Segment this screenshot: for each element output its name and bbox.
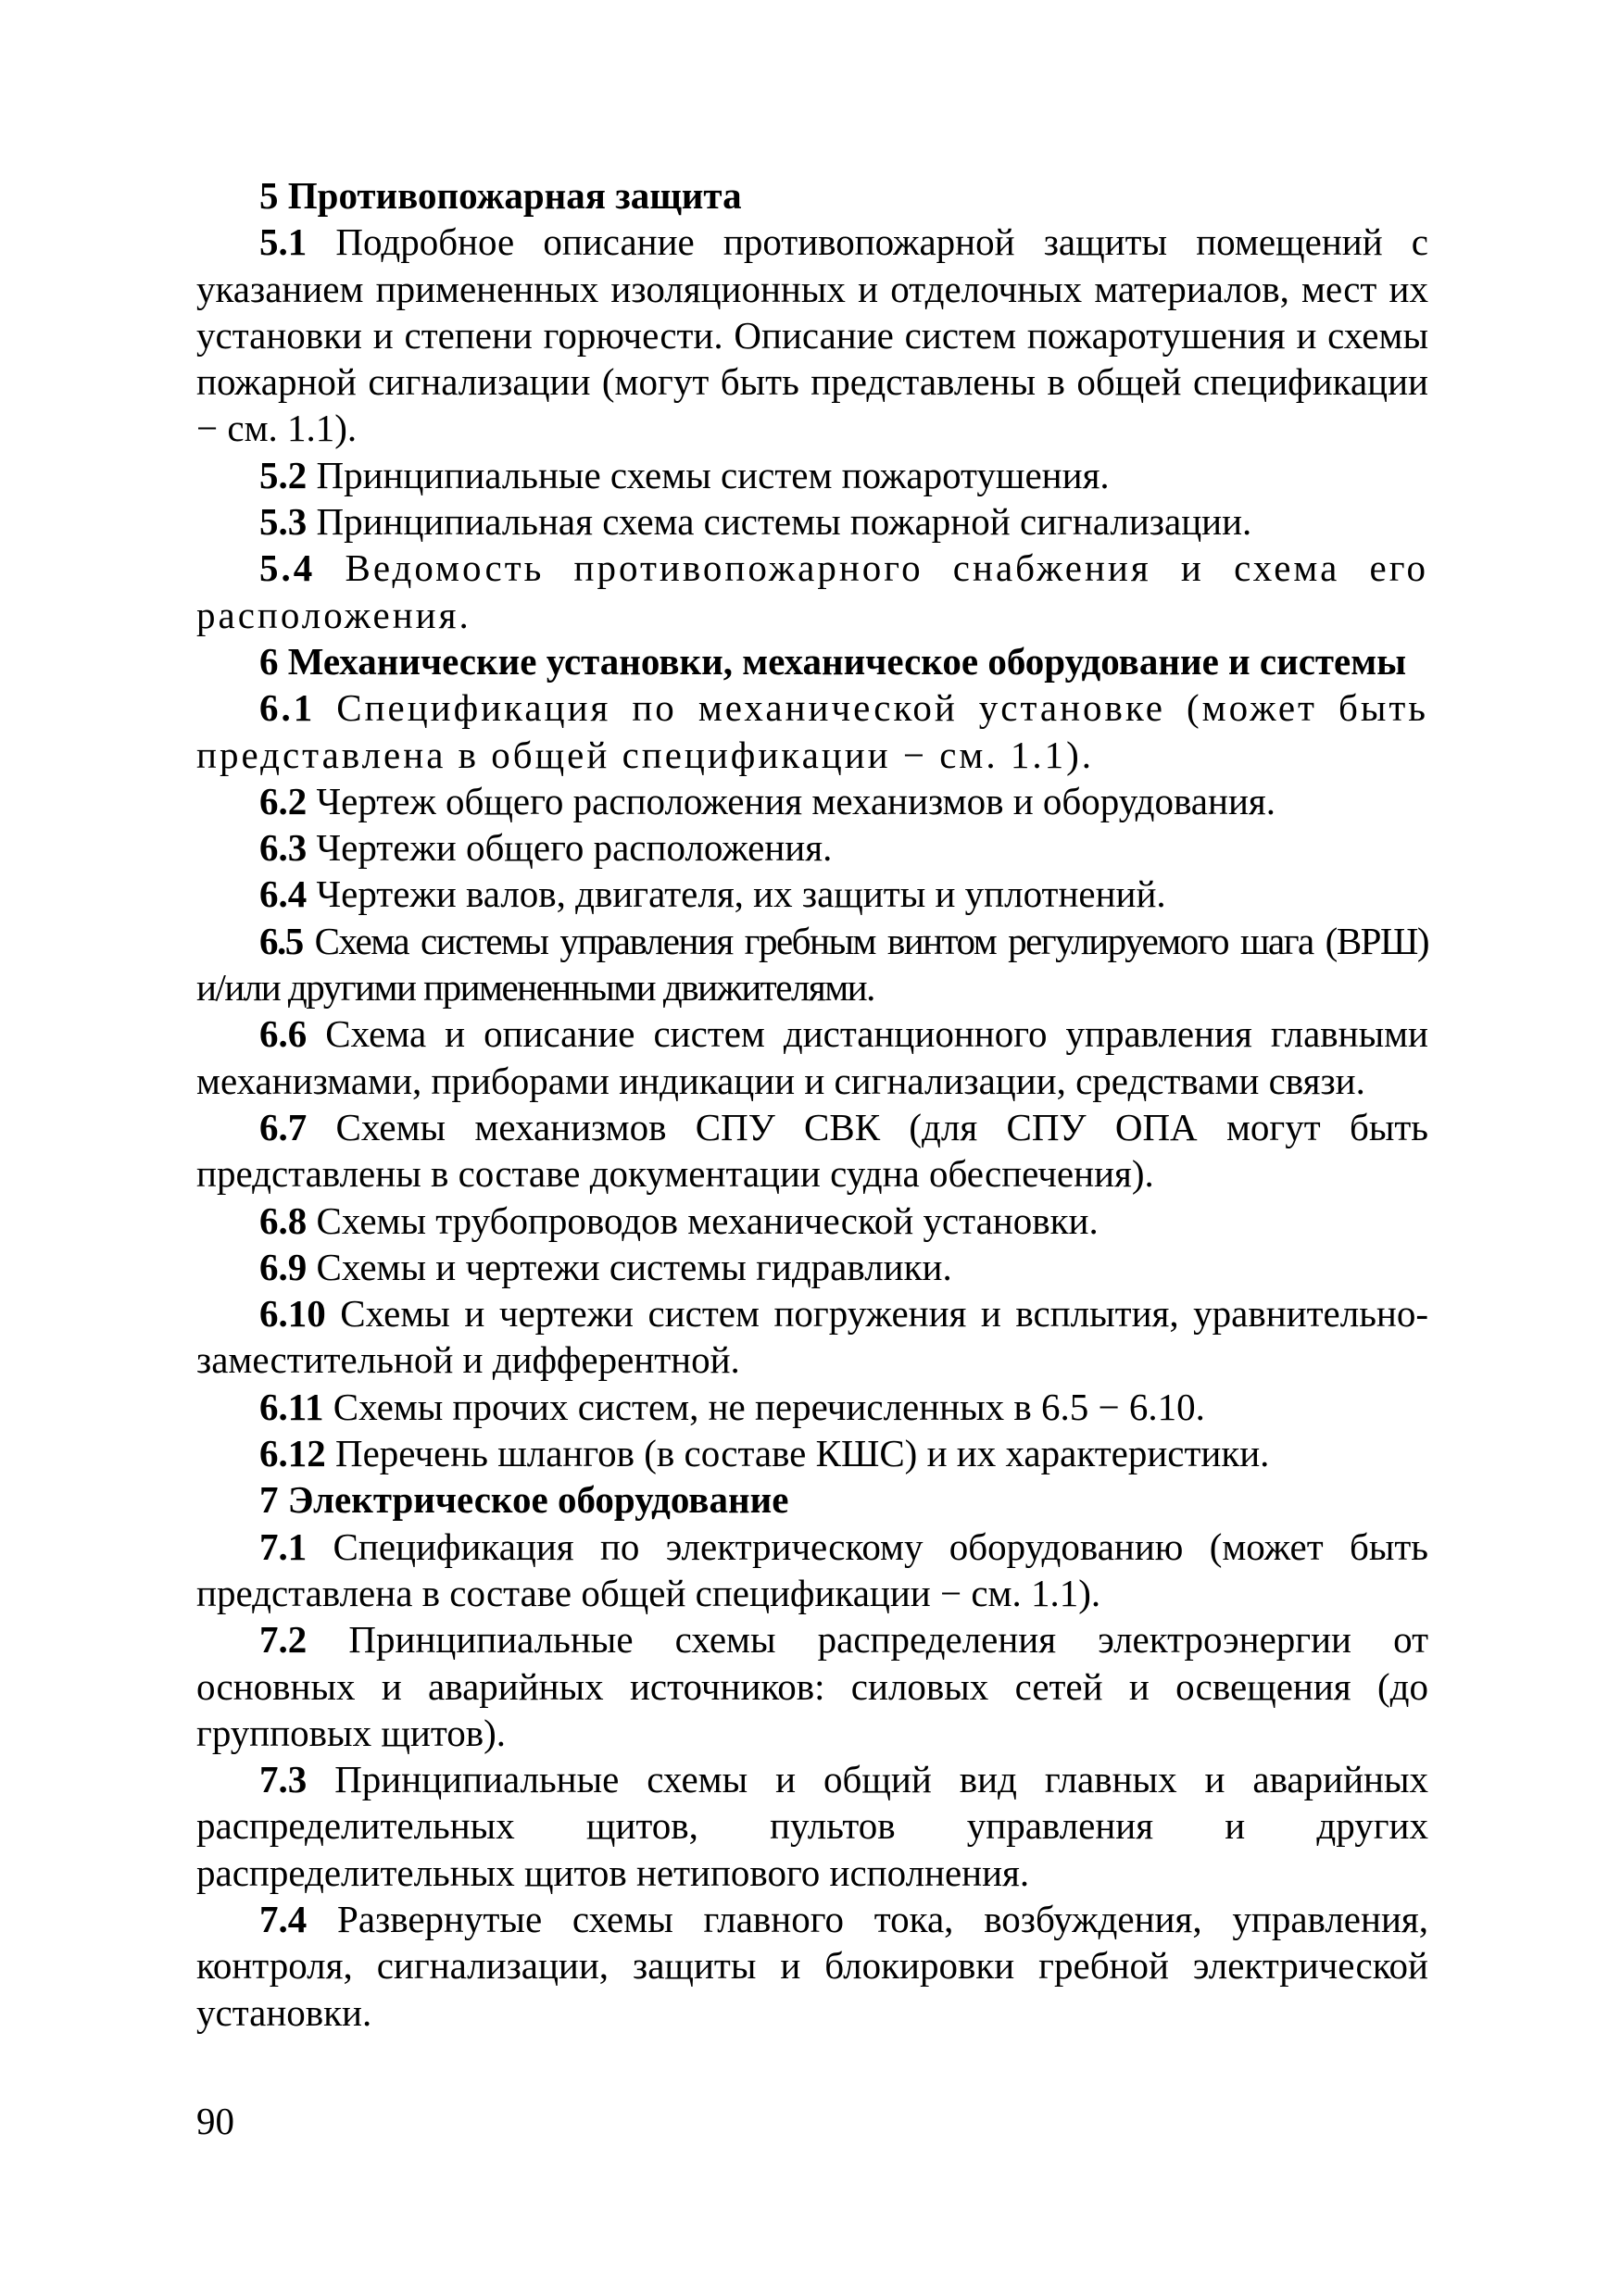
item-5-2 xyxy=(196,452,1428,498)
item-number: 6.1 xyxy=(259,686,316,730)
item-number: 6.4 xyxy=(259,872,308,916)
item-text: Схемы и чертежи системы гидравлики. xyxy=(307,1245,952,1288)
heading-section-7: 7 Электрическое оборудование xyxy=(259,1478,789,1522)
item-text: Ведомость противопожарного снабжения и схема его расположения. xyxy=(196,546,1428,636)
item-6-12 xyxy=(196,1430,1428,1476)
item-text: Подробное описание противопожарной защиты помещений с указанием примененных изоляционных и отделочных материалов, мест их установки и степени горючести. Описание систем пожаротушения и схемы пожарной сигнализации (могут быть представлены в общей спецификации − см. 1.1). xyxy=(196,220,1428,450)
item-number: 5.1 xyxy=(259,220,308,264)
item-number: 5.3 xyxy=(259,500,308,544)
item-text: Схемы прочих систем, не перечисленных в 6.5 − 6.10. xyxy=(323,1385,1205,1428)
item-number: 6.2 xyxy=(259,779,308,822)
item-6-5 xyxy=(196,918,1428,1011)
item-number: 7.3 xyxy=(259,1758,308,1801)
item-text: Перечень шлангов (в составе КШС) и их характеристики. xyxy=(325,1432,1270,1475)
page-number: 90 xyxy=(196,2100,234,2142)
item-text: Развернутые схемы главного тока, возбуждения, управления, контроля, сигнализации, защиты и блокировки гребной электрической установки. xyxy=(196,1897,1428,2034)
item-number: 6.3 xyxy=(259,826,308,870)
item-5-3 xyxy=(196,498,1428,545)
item-number: 7.2 xyxy=(259,1618,308,1662)
item-number: 5.2 xyxy=(259,453,308,496)
item-6-10 xyxy=(196,1290,1428,1384)
item-number: 6.5 xyxy=(259,919,303,962)
heading-section-6: 6 Механические установки, механическое оборудование и системы xyxy=(259,639,1407,683)
item-number: 5.4 xyxy=(259,546,316,590)
item-text: Схемы и чертежи систем погружения и всплытия, уравнительно-заместительной и дифферентной. xyxy=(196,1292,1428,1382)
item-5-1 xyxy=(196,219,1428,451)
heading-section-5: 5 Противопожарная защита xyxy=(259,174,742,217)
item-text: Чертежи общего расположения. xyxy=(307,826,833,870)
item-number: 7.4 xyxy=(259,1897,308,1940)
item-text: Спецификация по электрическому оборудованию (может быть представлена в составе общей спецификации − см. 1.1). xyxy=(196,1524,1428,1614)
item-number: 6.10 xyxy=(259,1292,326,1336)
item-text: Схема и описание систем дистанционного управления главными механизмами, приборами индикации и сигнализации, средствами связи. xyxy=(196,1012,1428,1102)
page-body xyxy=(196,172,1428,2036)
item-5-4 xyxy=(196,545,1428,638)
item-6-2 xyxy=(196,778,1428,824)
item-number: 6.6 xyxy=(259,1012,308,1056)
item-6-4 xyxy=(196,871,1428,917)
item-text: Чертежи валов, двигателя, их защиты и уплотнений. xyxy=(307,872,1166,916)
item-text: Принципиальные схемы и общий вид главных и аварийных распределительных щитов, пультов управления и других распределительных щитов нетипового исполнения. xyxy=(196,1758,1428,1894)
item-number: 6.8 xyxy=(259,1198,308,1242)
item-6-11 xyxy=(196,1384,1428,1430)
item-7-4 xyxy=(196,1896,1428,2036)
item-6-3 xyxy=(196,824,1428,871)
item-7-3 xyxy=(196,1756,1428,1896)
item-number: 7.1 xyxy=(259,1524,308,1568)
item-text: Схемы механизмов СПУ СВК (для СПУ ОПА могут быть представлены в составе документации судна обеспечения). xyxy=(196,1105,1428,1196)
item-text: Принципиальные схемы распределения электроэнергии от основных и аварийных источников: силовых сетей и освещения (до групповых щитов). xyxy=(196,1618,1428,1754)
item-text: Принципиальная схема системы пожарной сигнализации. xyxy=(307,500,1252,544)
item-text: Спецификация по механической установке (может быть представлена в общей спецификации − см. 1.1). xyxy=(196,686,1428,776)
item-text: Схемы трубопроводов механической установки. xyxy=(307,1198,1099,1242)
item-6-9 xyxy=(196,1244,1428,1290)
item-7-2 xyxy=(196,1616,1428,1756)
item-text: Схема системы управления гребным винтом регулируемого шага (ВРШ) и/или другими примененными движителями. xyxy=(196,919,1428,1010)
item-6-8 xyxy=(196,1198,1428,1244)
item-6-7 xyxy=(196,1104,1428,1198)
item-text: Принципиальные схемы систем пожаротушения. xyxy=(307,453,1110,496)
item-6-6 xyxy=(196,1010,1428,1104)
item-7-1 xyxy=(196,1524,1428,1617)
item-6-1 xyxy=(196,684,1428,778)
item-text: Чертеж общего расположения механизмов и оборудования. xyxy=(307,779,1275,822)
item-number: 6.9 xyxy=(259,1245,308,1288)
item-number: 6.7 xyxy=(259,1105,308,1148)
item-number: 6.11 xyxy=(259,1385,324,1428)
item-number: 6.12 xyxy=(259,1432,326,1475)
